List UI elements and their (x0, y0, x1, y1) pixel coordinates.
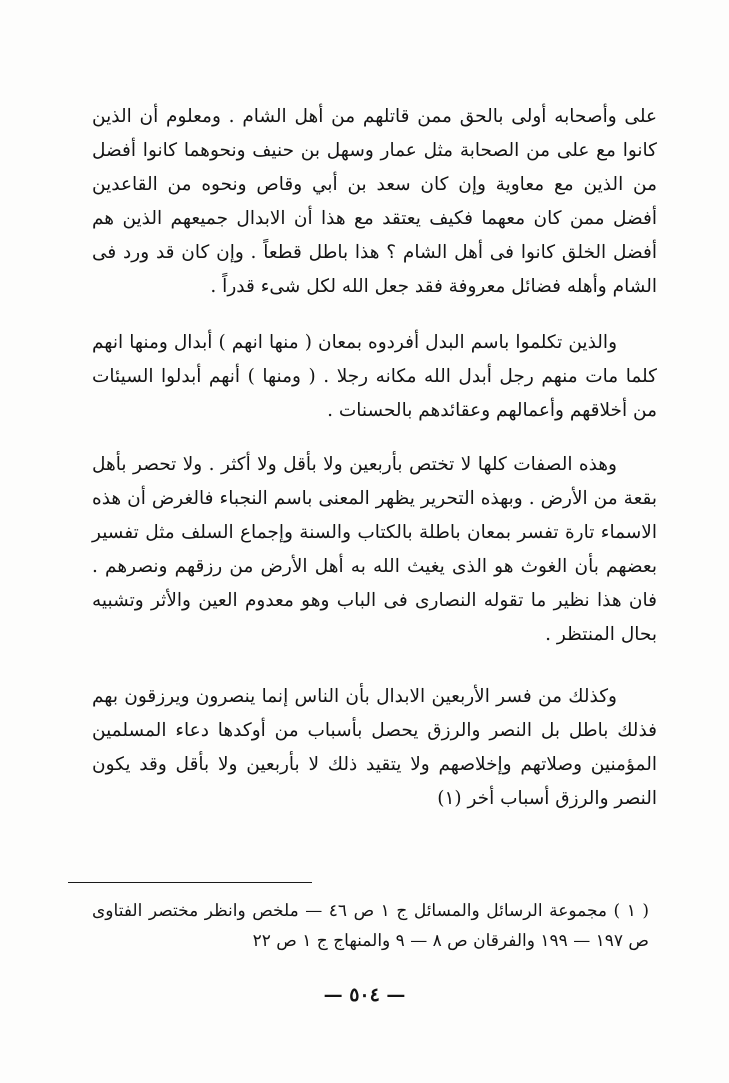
footnote: ( ١ ) مجموعة الرسائل والمسائل ج ١ ص ٤٦ — ملخص وانظر مختصر الفتاوى ص ١٩٧ — ١٩٩ والفرقان ص ٨ — ٩ والمنهاج ج ١ ص ٢٢ (92, 901, 649, 951)
paragraph-gap (92, 304, 657, 326)
paragraph-3: وهذه الصفات كلها لا تختص بأربعين ولا بأقل ولا أكثر . ولا تحصر بأهل بقعة من الأرض . وبهذه التحرير يظهر المعنى باسم النجباء فالغرض أن هذه الاسماء تارة تفسر بمعان باطلة بالكتاب والسنة وإجماع السلف مثل تفسير بعضهم بأن الغوث هو الذى يغيث الله به أهل الأرض من رزقهم ونصرهم . فان هذا نظير ما تقوله النصارى فى الباب وهو معدوم العين والأثر وتشبيه بحال المنتظر . (92, 454, 657, 645)
paragraph-1: على وأصحابه أولى بالحق ممن قاتلهم من أهل الشام . ومعلوم أن الذين كانوا مع على من الصحابة مثل عمار وسهل بن حنيف ونحوهما كانوا أفضل من الذين مع معاوية وإن كان سعد بن أبي وقاص ونحوه من القاعدين أفضل ممن كان معهما فكيف يعتقد مع هذا أن الابدال جميعهم الذين هم أفضل الخلق كانوا فى أهل الشام ؟ هذا باطل قطعاً . وإن كان قد ورد فى الشام وأهله فضائل معروفة فقد جعل الله لكل شىء قدراً . (92, 106, 657, 297)
footnote-divider (68, 882, 312, 883)
paragraph-4: وكذلك من فسر الأربعين الابدال بأن الناس إنما ينصرون ويرزقون بهم فذلك باطل بل النصر والرزق يحصل بأسباب من أوكدها دعاء المسلمين المؤمنين وصلاتهم وإخلاصهم ولا يتقيد ذلك لا بأربعين ولا بأقل وقد يكون النصر والرزق أسباب أخر (١) (92, 686, 657, 809)
page-body (92, 100, 657, 816)
paragraph-2: والذين تكلموا باسم البدل أفردوه بمعان ( منها انهم ) أبدال ومنها انهم كلما مات منهم رجل أبدل الله مكانه رجلا . ( ومنها ) أنهم أبدلوا السيئات من أخلاقهم وأعمالهم وعقائدهم بالحسنات . (92, 332, 657, 421)
paragraph-gap (92, 652, 657, 680)
page-number: — ٥٠٤ — (323, 984, 406, 1006)
paragraph-gap (92, 428, 657, 448)
